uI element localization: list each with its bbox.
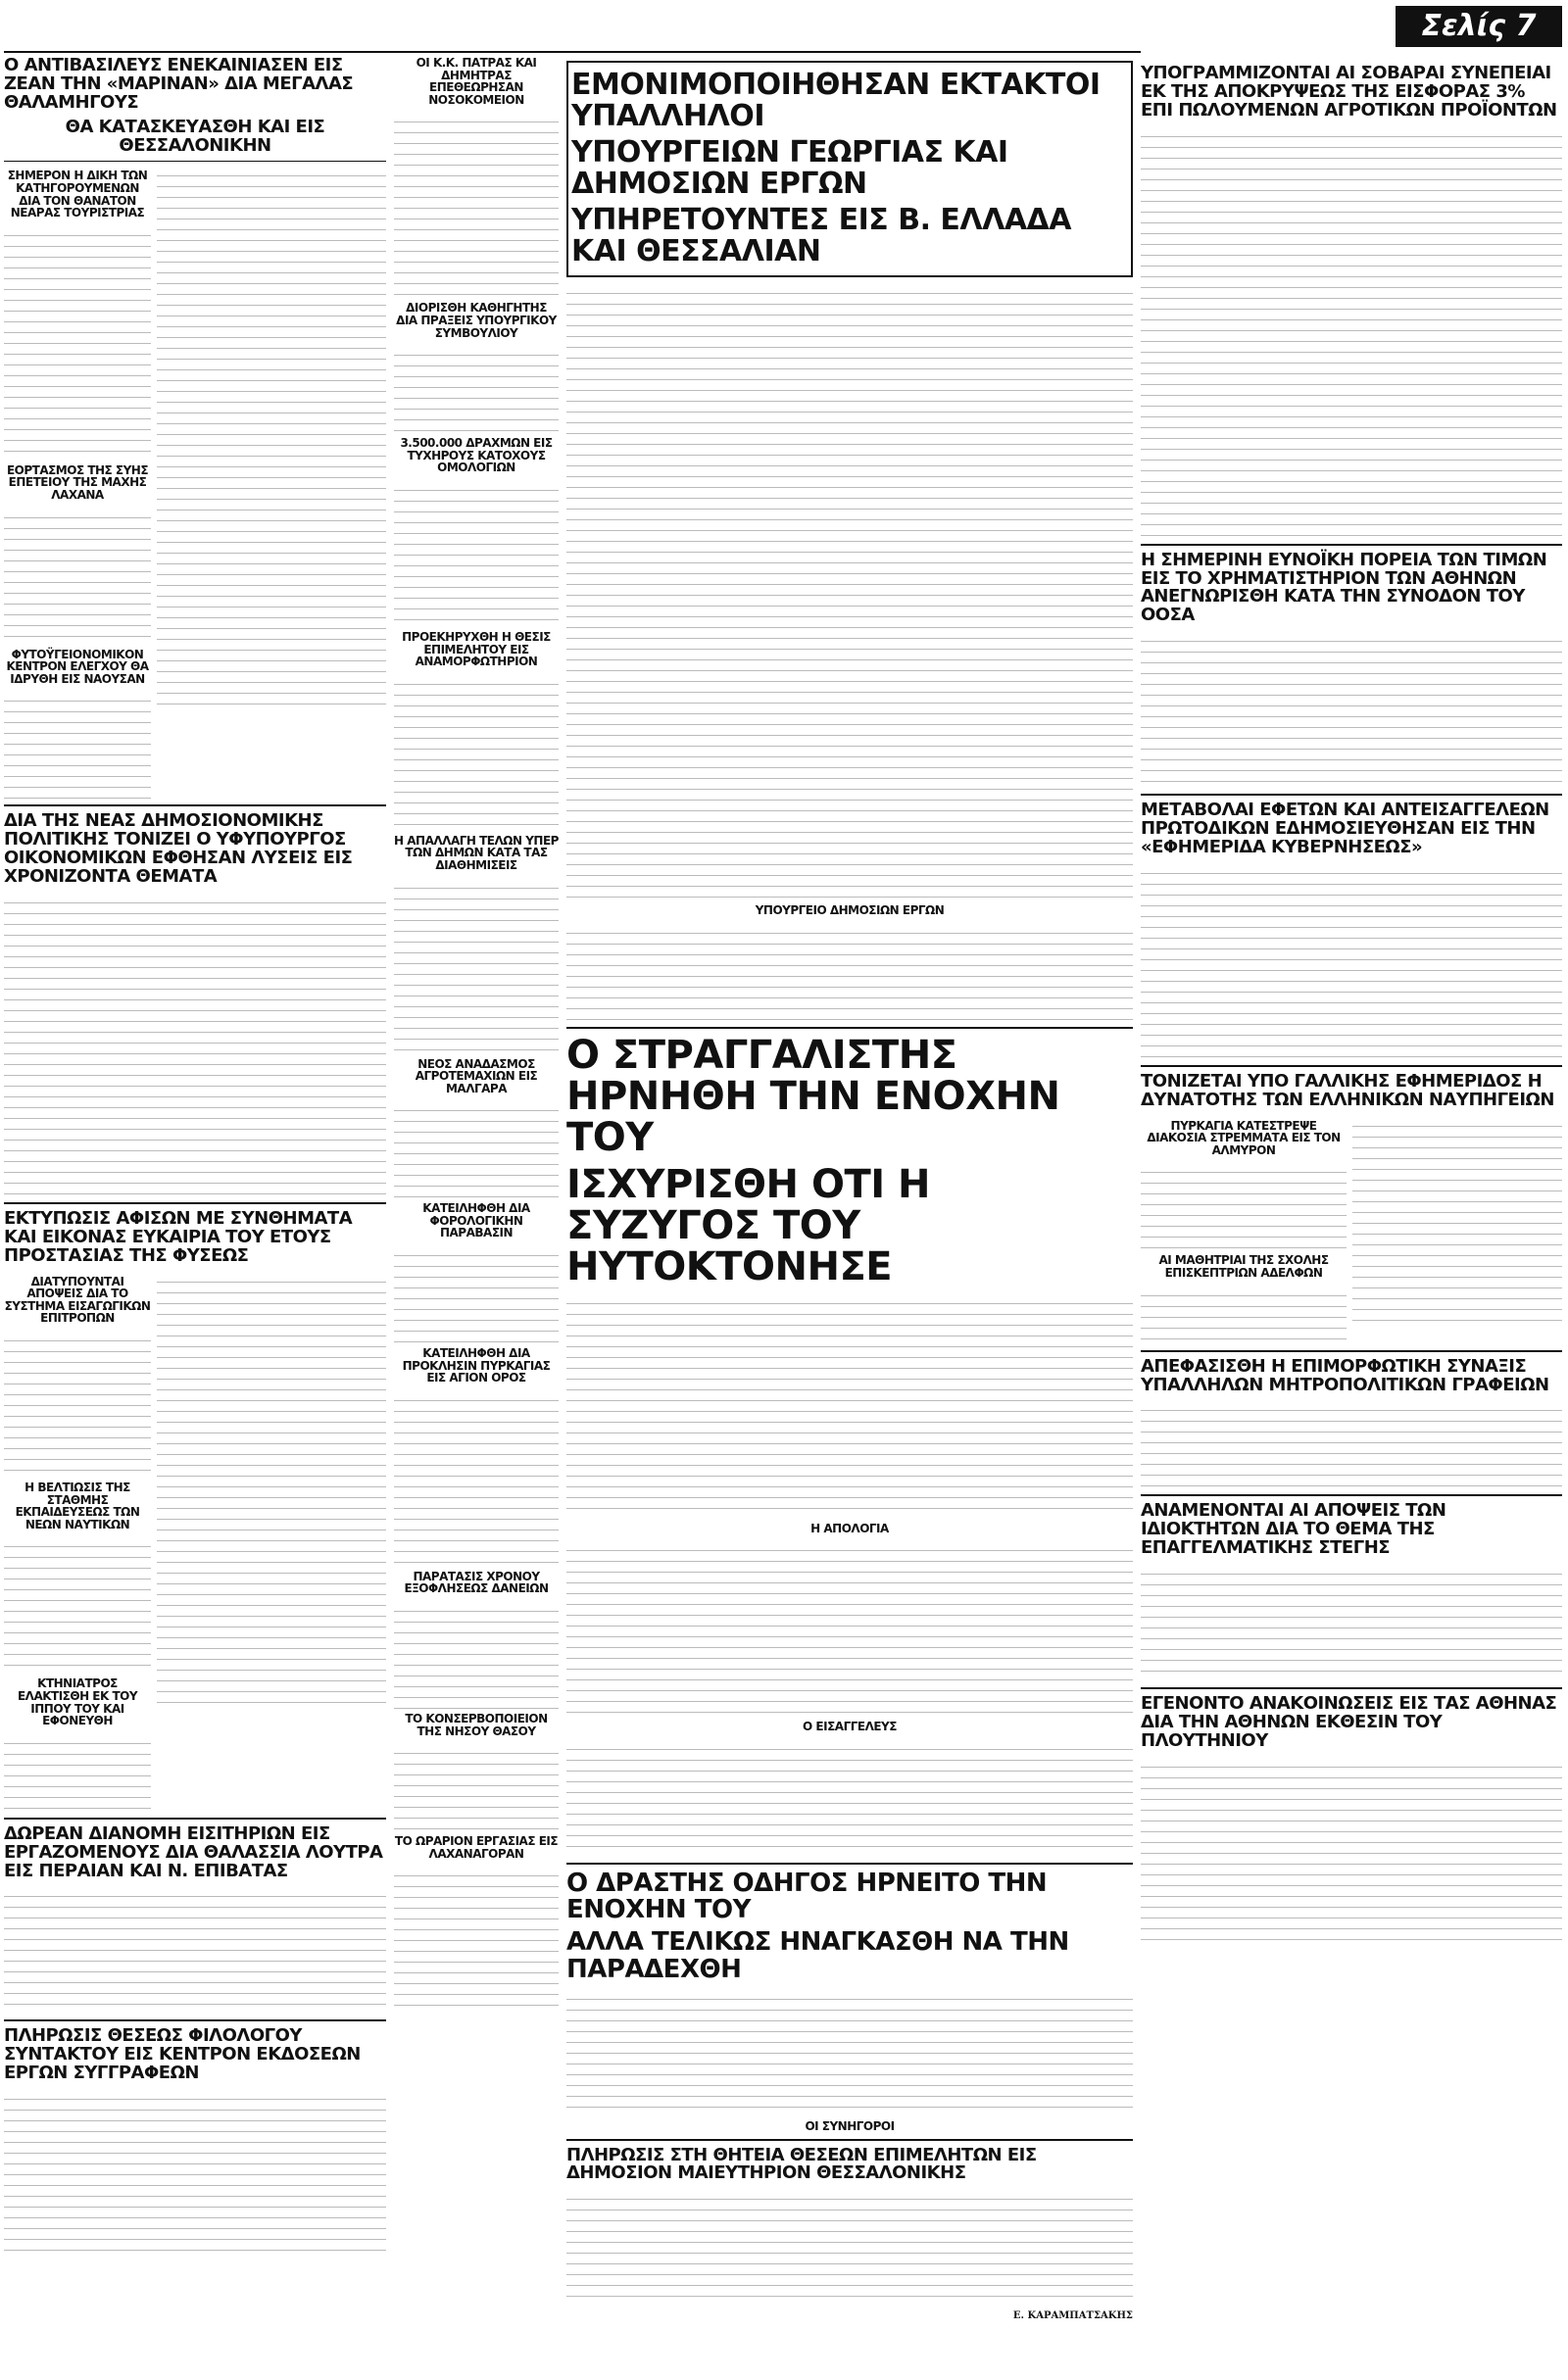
masthead bbox=[1141, 4, 1562, 61]
byline: Ε. ΚΑΡΑΜΠΑΤΣΑΚΗΣ bbox=[1012, 2310, 1133, 2322]
body-text bbox=[566, 1540, 1133, 1717]
sub-article bbox=[157, 166, 386, 799]
body-text bbox=[4, 1331, 151, 1478]
headline: Ο ΔΡΑΣΤΗΣ ΟΔΗΓΟΣ ΗΡΝΕΙΤΟ ΤΗΝ ΕΝΟΧΗΝ ΤΟΥ bbox=[566, 1868, 1048, 1925]
body-text bbox=[4, 225, 151, 461]
body-text bbox=[394, 1743, 559, 1831]
headline: ΦΥΤΟΫΓΕΙΟΝΟΜΙΚΟΝ ΚΕΝΤΡΟΝ ΕΛΕΓΧΟΥ ΘΑ ΙΔΡΥΘΗ ΕΙΣ ΝΑΟΥΣΑΝ bbox=[6, 647, 149, 686]
column-2 bbox=[394, 53, 559, 2013]
headline: ΝΕΟΣ ΑΝΑΔΑΣΜΟΣ ΑΓΡΟΤΕΜΑΧΙΩΝ ΕΙΣ ΜΑΛΓΑΡΑ bbox=[415, 1056, 538, 1095]
body-text bbox=[4, 1733, 151, 1812]
body-text bbox=[1141, 631, 1562, 788]
headline: ΕΟΡΤΑΣΜΟΣ ΤΗΣ ΣΥΗΣ ΕΠΕΤΕΙΟΥ ΤΗΣ ΜΑΧΗΣ ΛΑΧΑΝΑ bbox=[6, 462, 149, 503]
column-4 bbox=[1141, 61, 1562, 1943]
headline: ΕΓΕΝΟΝΤΟ ΑΝΑΚΟΙΝΩΣΕΙΣ ΕΙΣ ΤΑΣ ΑΘΗΝΑΣ ΔΙΑ ΤΗΝ ΑΘΗΝΩΝ ΕΚΘΕΣΙΝ ΤΟΥ ΠΛΟΥΤΗΝΙΟΥ bbox=[1141, 1693, 1557, 1751]
subhead: ΟΙ ΣΥΝΗΓΟΡΟΙ bbox=[805, 2118, 895, 2133]
body-text bbox=[394, 112, 559, 298]
headline: Η ΣΗΜΕΡΙΝΗ ΕΥΝΟΪΚΗ ΠΟΡΕΙΑ ΤΩΝ ΤΙΜΩΝ ΕΙΣ ΤΟ ΧΡΗΜΑΤΙΣΤΗΡΙΟΝ ΤΩΝ ΑΘΗΝΩΝ ΑΝΕΓΝΩΡΙΣΘΗ ΚΑΤΑ ΤΗΝ ΣΥΝΟΔΟΝ ΤΟΥ ΟΟΣΑ bbox=[1141, 549, 1547, 626]
body-text bbox=[566, 1739, 1133, 1857]
body-text bbox=[394, 674, 559, 831]
body-text bbox=[1141, 1564, 1562, 1681]
headline: ΚΑΤΕΙΛΗΦΘΗ ΔΙΑ ΦΟΡΟΛΟΓΙΚΗΝ ΠΑΡΑΒΑΣΙΝ bbox=[422, 1201, 530, 1240]
body-text bbox=[4, 691, 151, 799]
headline: Ο ΑΝΤΙΒΑΣΙΛΕΥΣ ΕΝΕΚΑΙΝΙΑΣΕΝ ΕΙΣ ΖΕΑΝ ΤΗΝ «ΜΑΡΙΝΑΝ» ΔΙΑ ΜΕΓΑΛΑΣ ΘΑΛΑΜΗΓΟΥΣ bbox=[4, 55, 354, 113]
headline: ΚΤΗΝΙΑΤΡΟΣ ΕΛΑΚΤΙΣΘΗ ΕΚ ΤΟΥ ΙΠΠΟΥ ΤΟΥ ΚΑΙ ΕΦΟΝΕΥΘΗ bbox=[17, 1676, 138, 1728]
headline: ΕΜΟΝΙΜΟΠΟΙΗΘΗΣΑΝ ΕΚΤΑΚΤΟΙ ΥΠΑΛΛΗΛΟΙ bbox=[571, 68, 1101, 133]
headline: ΤΟ ΩΡΑΡΙΟΝ ΕΡΓΑΣΙΑΣ ΕΙΣ ΛΑΧΑΝΑΓΟΡΑΝ bbox=[394, 1834, 559, 1861]
body-text bbox=[394, 878, 559, 1054]
body-text bbox=[4, 2089, 386, 2256]
column-1 bbox=[4, 53, 386, 2256]
body-text bbox=[566, 283, 1133, 900]
body-text bbox=[4, 508, 151, 645]
headline: ΑΝΑΜΕΝΟΝΤΑΙ ΑΙ ΑΠΟΨΕΙΣ ΤΩΝ ΙΔΙΟΚΤΗΤΩΝ ΔΙΑ ΤΟ ΘΕΜΑ ΤΗΣ ΕΠΑΓΓΕΛΜΑΤΙΚΗΣ ΣΤΕΓΗΣ bbox=[1141, 1500, 1446, 1559]
headline: ΤΟΝΙΖΕΤΑΙ ΥΠΟ ΓΑΛΛΙΚΗΣ ΕΦΗΜΕΡΙΔΟΣ Η ΔΥΝΑΤΟΤΗΣ ΤΩΝ ΕΛΛΗΝΙΚΩΝ ΝΑΥΠΗΓΕΙΩΝ bbox=[1141, 1070, 1554, 1110]
headline: ΟΙ Κ.Κ. ΠΑΤΡΑΣ ΚΑΙ ΔΗΜΗΤΡΑΣ ΕΠΕΘΕΩΡΗΣΑΝ ΝΟΣΟΚΟΜΕΙΟΝ bbox=[416, 56, 537, 107]
body-text bbox=[566, 1293, 1133, 1519]
headline: ΠΡΟΕΚΗΡΥΧΘΗ Η ΘΕΣΙΣ ΕΠΙΜΕΛΗΤΟΥ ΕΙΣ ΑΝΑΜΟΡΦΩΤΗΡΙΟΝ bbox=[402, 629, 551, 669]
headline: Η ΑΠΑΛΛΑΓΗ ΤΕΛΩΝ ΥΠΕΡ ΤΩΝ ΔΗΜΩΝ ΚΑΤΑ ΤΑΣ ΔΙΑΘΗΜΙΣΕΙΣ bbox=[394, 833, 559, 872]
article-row bbox=[4, 1272, 386, 1812]
headline: ΑΛΛΑ ΤΕΛΙΚΩΣ ΗΝΑΓΚΑΣΘΗ ΝΑ ΤΗΝ ΠΑΡΑΔΕΧΘΗ bbox=[566, 1927, 1069, 1984]
headline: ΠΛΗΡΩΣΙΣ ΣΤΗ ΘΗΤΕΙΑ ΘΕΣΕΩΝ ΕΠΙΜΕΛΗΤΩΝ ΕΙΣ ΔΗΜΟΣΙΟΝ ΜΑΙΕΥΤΗΡΙΟΝ ΘΕΣΣΑΛΟΝΙΚΗΣ bbox=[566, 2144, 1037, 2184]
article-row bbox=[4, 166, 386, 799]
sub-article bbox=[157, 1272, 386, 1812]
headline: 3.500.000 ΔΡΑΧΜΩΝ ΕΙΣ ΤΥΧΗΡΟΥΣ ΚΑΤΟΧΟΥΣ ΟΜΟΛΟΓΙΩΝ bbox=[400, 436, 553, 475]
sub-article bbox=[4, 166, 151, 799]
body-text bbox=[1141, 1400, 1562, 1488]
headline: ΥΠΟΥΡΓΕΙΩΝ ΓΕΩΡΓΙΑΣ ΚΑΙ ΔΗΜΟΣΙΩΝ ΕΡΓΩΝ bbox=[571, 135, 1008, 201]
body-text bbox=[566, 2189, 1133, 2307]
headline: ΠΛΗΡΩΣΙΣ ΘΕΣΕΩΣ ΦΙΛΟΛΟΓΟΥ ΣΥΝΤΑΚΤΟΥ ΕΙΣ ΚΕΝΤΡΟΝ ΕΚΔΟΣΕΩΝ ΕΡΓΩΝ ΣΥΓΓΡΑΦΕΩΝ bbox=[4, 2025, 361, 2084]
headline: ΔΙΑ ΤΗΣ ΝΕΑΣ ΔΗΜΟΣΙΟΝΟΜΙΚΗΣ ΠΟΛΙΤΙΚΗΣ ΤΟΝΙΖΕΙ Ο ΥΦΥΠΟΥΡΓΟΣ ΟΙΚΟΝΟΜΙΚΩΝ ΕΦΘΗΣΑΝ ΛΥΣΕΙΣ ΕΙΣ ΧΡΟΝΙΖΟΝΤΑ ΘΕΜΑΤΑ bbox=[4, 810, 353, 888]
subhead: Η ΑΠΟΛΟΓΙΑ bbox=[810, 1521, 889, 1535]
headline: ΥΠΗΡΕΤΟΥΝΤΕΣ ΕΙΣ Β. ΕΛΛΑΔΑ ΚΑΙ ΘΕΣΣΑΛΙΑΝ bbox=[571, 203, 1071, 268]
body-text bbox=[4, 1886, 386, 2014]
body-text bbox=[1141, 1286, 1347, 1344]
body-text bbox=[394, 1390, 559, 1567]
body-text bbox=[566, 923, 1133, 1021]
newspaper-page bbox=[4, 4, 1562, 2375]
headline: ΙΣΧΥΡΙΣΘΗ ΟΤΙ Η ΣΥΖΥΓΟΣ ΤΟΥ ΗΥΤΟΚΤΟΝΗΣΕ bbox=[566, 1161, 931, 1289]
headline: ΔΙΑΤΥΠΟΥΝΤΑΙ ΑΠΟΨΕΙΣ ΔΙΑ ΤΟ ΣΥΣΤΗΜΑ ΕΙΣΑΓΩΓΙΚΩΝ ΕΠΙΤΡΟΠΩΝ bbox=[4, 1274, 151, 1326]
subhead: ΥΠΟΥΡΓΕΙΟ ΔΗΜΟΣΙΩΝ ΕΡΓΩΝ bbox=[755, 903, 945, 917]
body-text bbox=[394, 1245, 559, 1343]
headline: ΕΚΤΥΠΩΣΙΣ ΑΦΙΣΩΝ ΜΕ ΣΥΝΘΗΜΑΤΑ ΚΑΙ ΕΙΚΟΝΑΣ ΕΥΚΑΙΡΙΑ ΤΟΥ ΕΤΟΥΣ ΠΡΟΣΤΑΣΙΑΣ ΤΗΣ ΦΥΣΕΩΣ bbox=[4, 1207, 353, 1266]
body-text bbox=[394, 1100, 559, 1198]
headline: ΚΑΤΕΙΛΗΦΘΗ ΔΙΑ ΠΡΟΚΛΗΣΙΝ ΠΥΡΚΑΓΙΑΣ ΕΙΣ ΑΓΙΟΝ ΟΡΟΣ bbox=[402, 1346, 551, 1385]
body-text bbox=[394, 1601, 559, 1709]
headline: ΥΠΟΓΡΑΜΜΙΖΟΝΤΑΙ ΑΙ ΣΟΒΑΡΑΙ ΣΥΝΕΠΕΙΑΙ ΕΚ ΤΗΣ ΑΠΟΚΡΥΨΕΩΣ ΤΗΣ ΕΙΣΦΟΡΑΣ 3% ΕΠΙ ΠΩΛΟΥΜΕΝΩΝ ΑΓΡΟΤΙΚΩΝ ΠΡΟΪΟΝΤΩΝ bbox=[1141, 63, 1557, 121]
headline: ΜΕΤΑΒΟΛΑΙ ΕΦΕΤΩΝ ΚΑΙ ΑΝΤΕΙΣΑΓΓΕΛΕΩΝ ΠΡΩΤΟΔΙΚΩΝ ΕΔΗΜΟΣΙΕΥΘΗΣΑΝ ΕΙΣ ΤΗΝ «ΕΦΗΜΕΡΙΔΑ ΚΥΒΕΡΝΗΣΕΩΣ» bbox=[1141, 800, 1549, 858]
body-text bbox=[1141, 1162, 1347, 1250]
body-text bbox=[566, 1989, 1133, 2116]
body-text bbox=[1141, 126, 1562, 538]
body-text bbox=[1141, 863, 1562, 1059]
body-text bbox=[4, 1536, 151, 1674]
body-text bbox=[1352, 1116, 1562, 1322]
body-text bbox=[157, 166, 386, 704]
top-rule bbox=[4, 4, 1141, 53]
sub-article bbox=[1352, 1116, 1562, 1344]
headline: ΤΟ ΚΟΝΣΕΡΒΟΠΟΙΕΙΟΝ ΤΗΣ ΝΗΣΟΥ ΘΑΣΟΥ bbox=[405, 1712, 548, 1738]
sub-article bbox=[4, 1272, 151, 1812]
body-text bbox=[394, 345, 559, 433]
headline: ΘΑ ΚΑΤΑΣΚΕΥΑΣΘΗ ΚΑΙ ΕΙΣ ΘΕΣΣΑΛΟΝΙΚΗΝ bbox=[65, 116, 325, 156]
subhead: Ο ΕΙΣΑΓΓΕΛΕΥΣ bbox=[803, 1720, 897, 1734]
headline: ΠΥΡΚΑΓΙΑ ΚΑΤΕΣΤΡΕΨΕ ΔΙΑΚΟΣΙΑ ΣΤΡΕΜΜΑΤΑ ΕΙΣ ΤΟΝ ΑΛΜΥΡΟΝ bbox=[1147, 1118, 1341, 1157]
headline: ΔΩΡΕΑΝ ΔΙΑΝΟΜΗ ΕΙΣΙΤΗΡΙΩΝ ΕΙΣ ΕΡΓΑΖΟΜΕΝΟΥΣ ΔΙΑ ΘΑΛΑΣΣΙΑ ΛΟΥΤΡΑ ΕΙΣ ΠΕΡΑΙΑΝ ΚΑΙ Ν. ΕΠΙΒΑΤΑΣ bbox=[4, 1822, 383, 1881]
sub-article bbox=[1141, 1116, 1347, 1344]
headline: ΠΑΡΑΤΑΣΙΣ ΧΡΟΝΟΥ ΕΞΟΦΛΗΣΕΩΣ ΔΑΝΕΙΩΝ bbox=[404, 1569, 549, 1596]
column-3 bbox=[566, 61, 1133, 2325]
headline: Η ΒΕΛΤΙΩΣΙΣ ΤΗΣ ΣΤΑΘΜΗΣ ΕΚΠΑΙΔΕΥΣΕΩΣ ΤΩΝ ΝΕΩΝ ΝΑΥΤΙΚΩΝ bbox=[15, 1481, 140, 1531]
body-text bbox=[1141, 1757, 1562, 1943]
headline: Ο ΣΤΡΑΓΓΑΛΙΣΤΗΣ ΗΡΝΗΘΗ ΤΗΝ ΕΝΟΧΗΝ ΤΟΥ bbox=[566, 1032, 1060, 1160]
headline: ΔΙΟΡΙΣΘΗ ΚΑΘΗΓΗΤΗΣ ΔΙΑ ΠΡΑΞΕΙΣ ΥΠΟΥΡΓΙΚΟΥ ΣΥΜΒΟΥΛΙΟΥ bbox=[396, 301, 557, 340]
headline: ΑΠΕΦΑΣΙΣΘΗ Η ΕΠΙΜΟΡΦΩΤΙΚΗ ΣΥΝΑΞΙΣ ΥΠΑΛΛΗΛΩΝ ΜΗΤΡΟΠΟΛΙΤΙΚΩΝ ΓΡΑΦΕΙΩΝ bbox=[1141, 1355, 1549, 1395]
lead-story-headline bbox=[566, 61, 1133, 277]
body-text bbox=[394, 1866, 559, 2013]
body-text bbox=[4, 893, 386, 1196]
headline: ΣΗΜΕΡΟΝ Η ΔΙΚΗ ΤΩΝ ΚΑΤΗΓΟΡΟΥΜΕΝΩΝ ΔΙΑ ΤΟΝ ΘΑΝΑΤΟΝ ΝΕΑΡΑΣ ΤΟΥΡΙΣΤΡΙΑΣ bbox=[7, 169, 148, 220]
headline: ΑΙ ΜΑΘΗΤΡΙΑΙ ΤΗΣ ΣΧΟΛΗΣ ΕΠΙΣΚΕΠΤΡΙΩΝ ΑΔΕΛΦΩΝ bbox=[1158, 1253, 1329, 1281]
body-text bbox=[394, 480, 559, 627]
section-logo: Σελίς 7 bbox=[1396, 6, 1562, 47]
article-row bbox=[1141, 1116, 1562, 1344]
body-text bbox=[157, 1272, 386, 1713]
